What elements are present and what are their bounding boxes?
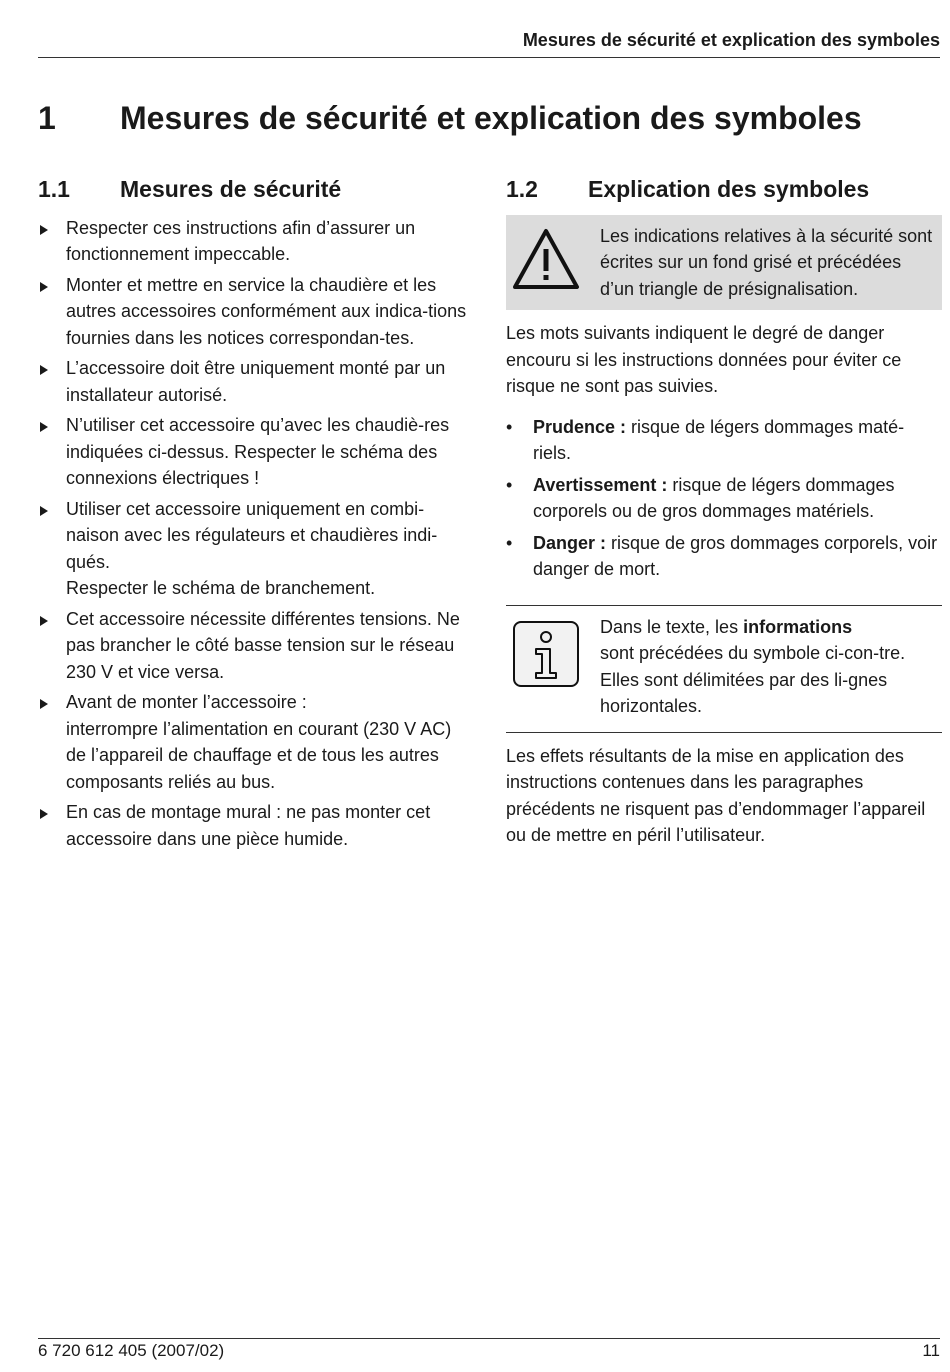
section-safety — [38, 176, 474, 856]
page-number: 11 — [922, 1341, 940, 1360]
danger-intro: Les mots suivants indiquent le degré de danger encouru si les instructions données pour éviter ce risque ne sont pas suivies. — [506, 323, 902, 396]
arrow-bullet-icon — [40, 616, 48, 626]
section-title: Mesures de sécurité — [120, 176, 342, 202]
section-symbols — [506, 176, 942, 849]
list-item: N’utiliser cet accessoire qu’avec les chaudiè-res indiquées ci-dessus. Respecter le schéma des connexions électriques ! — [38, 412, 474, 492]
list-item: Monter et mettre en service la chaudière et les autres accessoires conformément aux indica-tions fournies dans les notices correspondan-tes. — [38, 272, 474, 352]
info-box — [506, 605, 942, 733]
list-item: Avant de monter l’accessoire : interrompre l’alimentation en courant (230 V AC) de l’appareil de chauffage et de tous les autres composants reliés au bus. — [38, 689, 474, 795]
section-number: 1.1 — [38, 176, 70, 202]
list-item: En cas de montage mural : ne pas monter cet accessoire dans une pièce humide. — [38, 799, 474, 852]
danger-levels-list — [506, 414, 942, 583]
info-i-icon — [512, 614, 600, 720]
arrow-bullet-icon — [40, 699, 48, 709]
section-heading — [38, 176, 474, 203]
list-item: Cet accessoire nécessite différentes tensions. Ne pas brancher le côté basse tension sur le réseau 230 V et vice versa. — [38, 606, 474, 686]
list-item: • Prudence : risque de légers dommages maté-riels. — [506, 416, 905, 463]
list-item: • Avertissement : risque de légers dommages corporels ou de gros dommages matériels. — [506, 474, 895, 521]
list-item: Utiliser cet accessoire uniquement en combi-naison avec les régulateurs et chaudières indi-qués. Respecter le schéma de branchement. — [38, 496, 474, 602]
page-footer — [38, 1338, 940, 1361]
chapter-heading — [38, 100, 862, 137]
chapter-title: Mesures de sécurité et explication des symboles — [120, 100, 862, 136]
list-item: Respecter ces instructions afin d’assurer un fonctionnement impeccable. — [38, 215, 474, 268]
section-number: 1.2 — [506, 176, 538, 202]
list-item: • Danger : risque de gros dommages corporels, voir danger de mort. — [506, 532, 938, 579]
arrow-bullet-icon — [40, 282, 48, 292]
safety-list — [38, 215, 474, 853]
arrow-bullet-icon — [40, 422, 48, 432]
arrow-bullet-icon — [40, 225, 48, 235]
section-heading — [506, 176, 942, 203]
info-text: Dans le texte, les informations sont précédées du symbole ci-con-tre. Elles sont délimitées par des li-gnes horizontales. — [600, 616, 906, 716]
warning-text: Les indications relatives à la sécurité sont écrites sur un fond grisé et précédées d’un triangle de présignalisation. — [600, 225, 933, 299]
document-reference: 6 720 612 405 (2007/02) — [38, 1341, 225, 1360]
arrow-bullet-icon — [40, 506, 48, 516]
warning-box — [506, 215, 942, 311]
arrow-bullet-icon — [40, 809, 48, 819]
closing-paragraph: Les effets résultants de la mise en application des instructions contenues dans les paragraphes précédents ne risquent pas d’endommager l’appareil ou de mettre en péril l’utilisateur. — [506, 745, 926, 845]
section-title: Explication des symboles — [588, 176, 870, 202]
list-item: L’accessoire doit être uniquement monté par un installateur autorisé. — [38, 355, 474, 408]
running-header: Mesures de sécurité et explication des symboles — [38, 30, 940, 58]
arrow-bullet-icon — [40, 365, 48, 375]
chapter-number: 1 — [38, 100, 56, 136]
warning-triangle-icon — [512, 223, 600, 303]
